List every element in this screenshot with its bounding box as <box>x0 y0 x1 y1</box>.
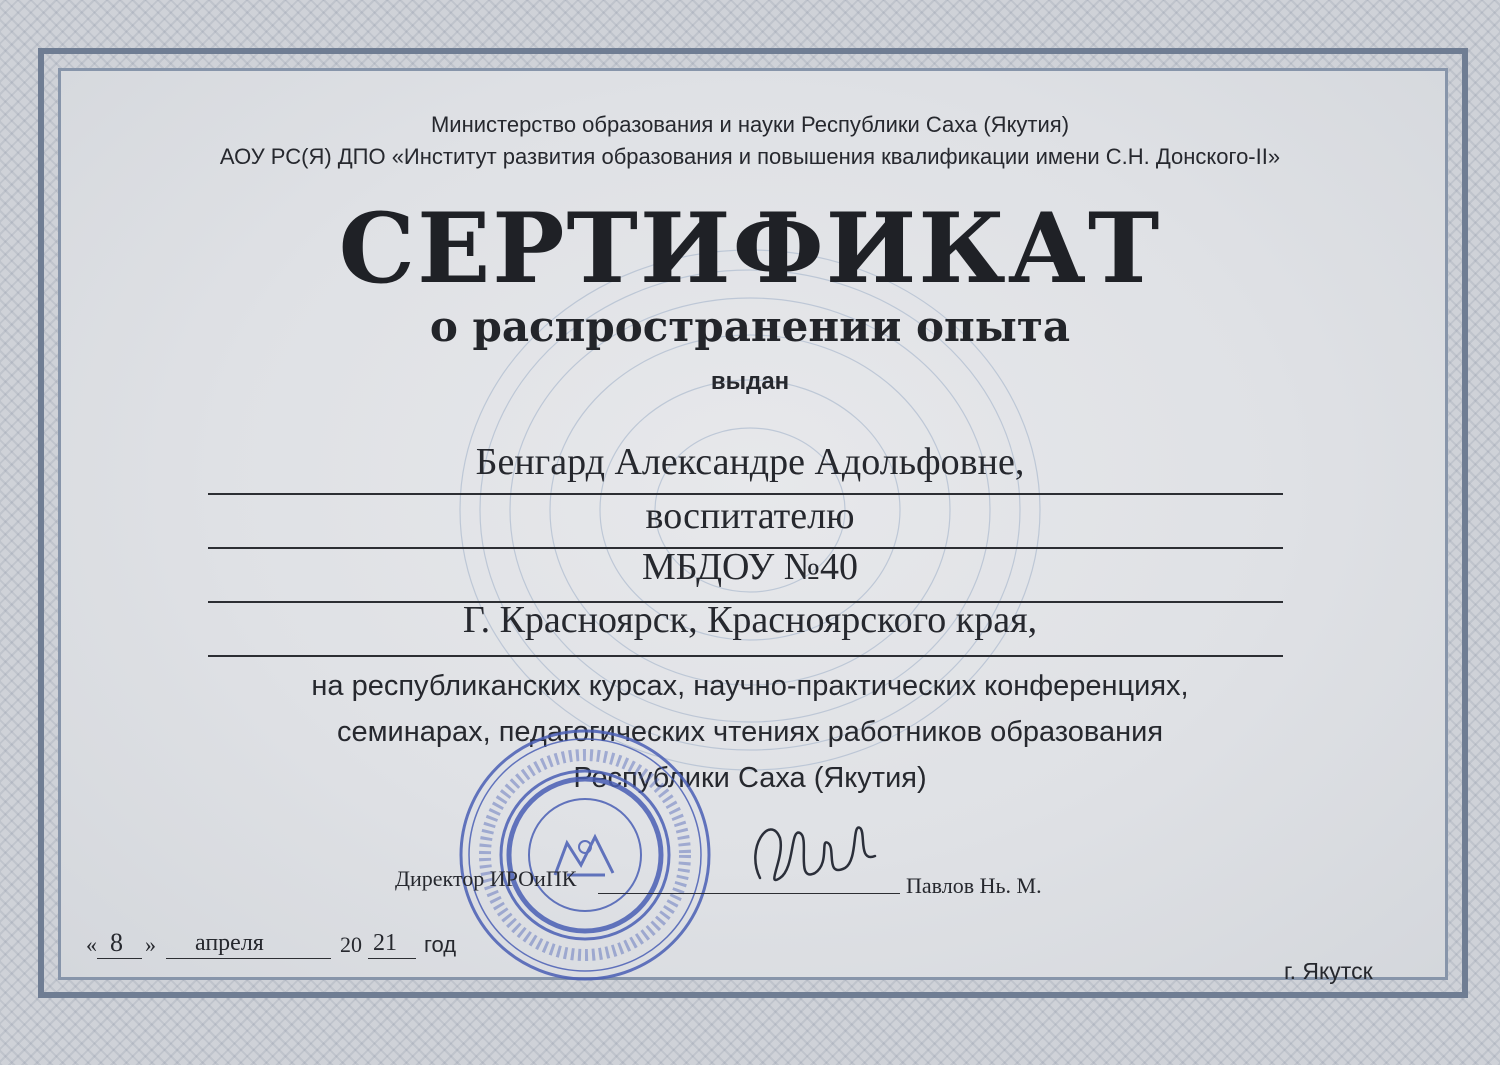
date-year-suffix: 21 <box>373 930 397 956</box>
date-year-word: год <box>424 932 457 957</box>
date-month: апреля <box>195 930 264 956</box>
director-signature <box>740 808 880 893</box>
certificate-subtitle: о распространении опыта <box>429 302 1071 351</box>
issued-label: выдан <box>710 368 790 395</box>
signature-line <box>598 893 900 894</box>
date-year-prefix: 20 <box>340 932 362 957</box>
description-line-2: семинарах, педагогических чтениях работников образования <box>336 716 1164 748</box>
description-line-3: Республики Саха (Якутия) <box>573 762 927 794</box>
recipient-location: Г. Красноярск, Красноярского края, <box>462 599 1038 641</box>
description-line-1: на республиканских курсах, научно-практических конференциях, <box>311 670 1189 702</box>
year-line <box>368 958 416 959</box>
fill-line <box>208 655 1283 657</box>
day-line <box>97 958 142 959</box>
director-title: Директор ИРОиПК <box>395 866 577 891</box>
certificate-title: СЕРТИФИКАТ <box>338 192 1162 305</box>
institute-name: АОУ РС(Я) ДПО «Институт развития образования и повышения квалификации имени С.Н. Донского-II» <box>219 144 1281 169</box>
date-day: 8 <box>110 928 123 957</box>
recipient-organization: МБДОУ №40 <box>641 546 859 588</box>
recipient-position: воспитателю <box>645 495 855 537</box>
city-label: г. Якутск <box>1284 958 1373 984</box>
month-line <box>166 958 331 959</box>
date-close-quote: » <box>145 932 156 957</box>
date-open-quote: « <box>86 932 97 957</box>
director-name: Павлов Нь. М. <box>906 873 1042 898</box>
official-stamp <box>455 725 715 985</box>
recipient-name: Бенгард Александре Адольфовне, <box>475 441 1025 483</box>
ministry-name: Министерство образования и науки Республики Саха (Якутия) <box>430 112 1070 137</box>
